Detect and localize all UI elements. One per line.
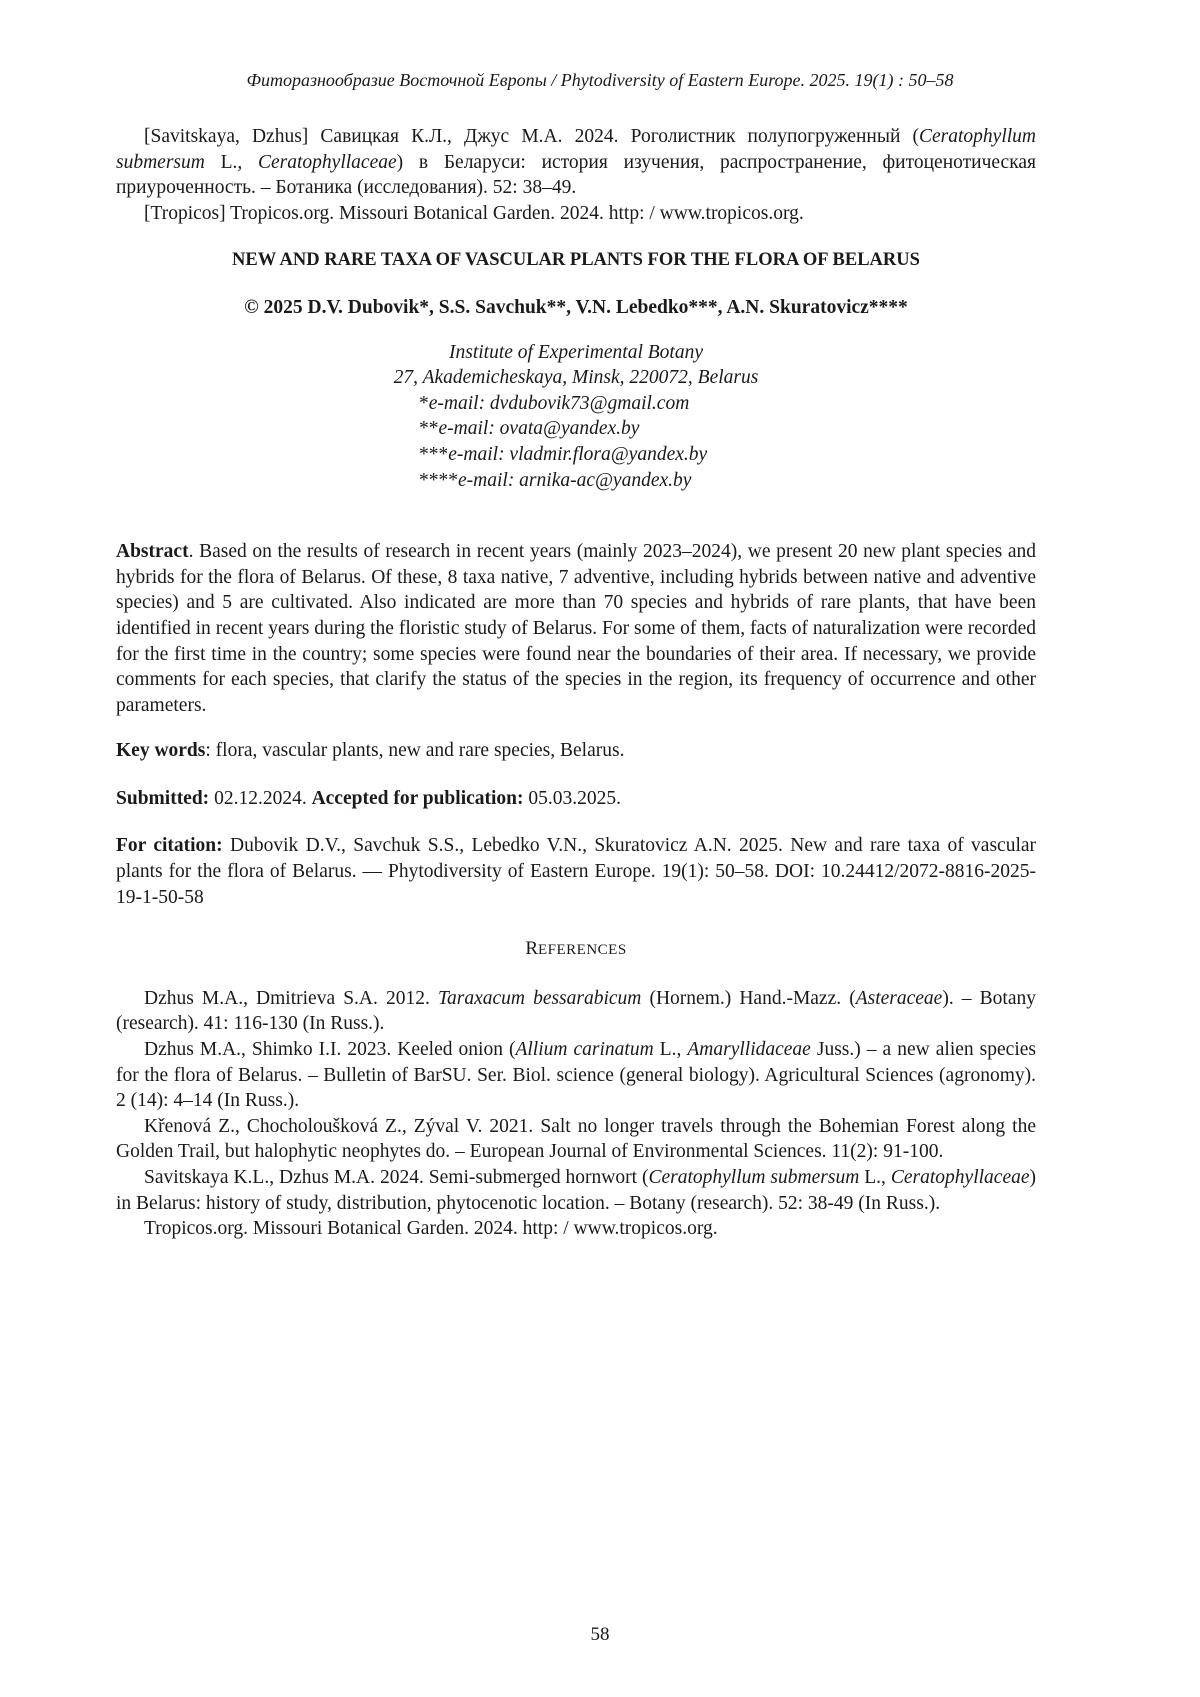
page-content	[116, 124, 1036, 1242]
article-title: NEW AND RARE TAXA OF VASCULAR PLANTS FOR THE FLORA OF BELARUS	[116, 248, 1036, 274]
email-line-1	[419, 391, 1036, 417]
abstract-label: Abstract	[116, 541, 189, 562]
family-name: Asteraceae	[856, 988, 943, 1009]
reference-item	[116, 1037, 1036, 1114]
ref-text: Savitskaya K.L., Dzhus M.A. 2024. Semi-submerged hornwort (	[144, 1167, 648, 1188]
reference-item	[116, 1165, 1036, 1216]
email-line-2	[419, 416, 1036, 442]
email-address: e-mail: arnika-ac@yandex.by	[458, 470, 691, 491]
email-address: e-mail: dvdubovik73@gmail.com	[429, 393, 690, 414]
footnote-marker: **	[419, 418, 439, 439]
email-list	[419, 391, 1036, 493]
journal-page	[0, 0, 1200, 1697]
ref-text: L.,	[654, 1039, 688, 1060]
submission-dates	[116, 786, 1036, 812]
ref-text: Dzhus M.A., Shimko I.I. 2023. Keeled onion (	[144, 1039, 515, 1060]
heading-initial: R	[525, 938, 538, 959]
ref-text: L.,	[859, 1167, 891, 1188]
accepted-label: Accepted for publication:	[312, 788, 524, 809]
references-heading	[116, 936, 1036, 964]
family-name: Ceratophyllaceae	[891, 1167, 1030, 1188]
ref-text: [Savitskaya, Dzhus] Савицкая К.Л., Джус М.А. 2024. Роголистник полупогруженный (	[144, 126, 919, 147]
ref-text: ). – Botany (research). 41: 116-130 (In Russ.).	[116, 988, 1036, 1035]
family-name: Ceratophyllaceae	[258, 152, 397, 173]
email-line-4	[419, 468, 1036, 494]
institute-name: Institute of Experimental Botany	[116, 340, 1036, 366]
keywords	[116, 738, 1036, 764]
footnote-marker: ***	[419, 444, 448, 465]
ru-reference-savitskaya	[116, 124, 1036, 201]
family-name: Amaryllidaceae	[687, 1039, 810, 1060]
footnote-marker: *	[419, 393, 429, 414]
running-head: Фиторазнообразие Восточной Европы / Phytodiversity of Eastern Europe. 2025. 19(1) : 50–58	[0, 70, 1200, 91]
submitted-date: 02.12.2024.	[209, 788, 311, 809]
abstract	[116, 539, 1036, 718]
reference-item	[116, 986, 1036, 1037]
accepted-date: 05.03.2025.	[524, 788, 622, 809]
ru-reference-tropicos: [Tropicos] Tropicos.org. Missouri Botanical Garden. 2024. http: / www.tropicos.org.	[116, 201, 1036, 227]
taxon-name: Ceratophyllum submersum	[116, 126, 1036, 173]
ref-text: Juss.) – a new alien species for the flora of Belarus. – Bulletin of BarSU. Ser. Biol. science (general biology). Agricultural Sciences (agronomy). 2 (14): 4–14 (In Russ.).	[116, 1039, 1036, 1111]
affiliation	[116, 340, 1036, 391]
footnote-marker: ****	[419, 470, 458, 491]
email-line-3	[419, 442, 1036, 468]
ref-text: L.,	[205, 152, 258, 173]
ref-text: ) в Беларуси: история изучения, распространение, фитоценотическая приуроченность. – Ботаника (исследования). 52: 38–49.	[116, 152, 1036, 199]
taxon-name: Allium carinatum	[515, 1039, 653, 1060]
ref-text: Dzhus M.A., Dmitrieva S.A. 2012.	[144, 988, 438, 1009]
keywords-text: : flora, vascular plants, new and rare species, Belarus.	[205, 740, 624, 761]
page-number: 58	[0, 1624, 1200, 1646]
abstract-text: . Based on the results of research in recent years (mainly 2023–2024), we present 20 new plant species and hybrids for the flora of Belarus. Of these, 8 taxa native, 7 adventive, including hybrids between native and adventive species) and 5 are cultivated. Also indicated are more than 70 species and hybrids of rare plants, that have been identified in recent years during the floristic study of Belarus. For some of them, facts of naturalization were recorded for the first time in the country; some species were found near the boundaries of their area. If necessary, we provide comments for each species, that clarify the status of the species in the region, its frequency of occurrence and other parameters.	[116, 541, 1036, 716]
submitted-label: Submitted:	[116, 788, 209, 809]
institute-address: 27, Akademicheskaya, Minsk, 220072, Belarus	[116, 365, 1036, 391]
ref-text: (Hornem.) Hand.-Mazz. (	[641, 988, 855, 1009]
references-list	[116, 986, 1036, 1242]
email-address: e-mail: vladmir.flora@yandex.by	[448, 444, 707, 465]
keywords-label: Key words	[116, 740, 205, 761]
citation-label: For citation:	[116, 835, 223, 856]
citation-text: Dubovik D.V., Savchuk S.S., Lebedko V.N., Skuratovicz A.N. 2025. New and rare taxa of vascular plants for the flora of Belarus. — Phytodiversity of Eastern Europe. 19(1): 50–58. DOI: 10.24412/2072-8816-2025-19-1-50-58	[116, 835, 1036, 907]
taxon-name: Ceratophyllum submersum	[648, 1167, 859, 1188]
taxon-name: Taraxacum bessarabicum	[438, 988, 641, 1009]
email-address: e-mail: ovata@yandex.by	[439, 418, 640, 439]
heading-rest: EFERENCES	[538, 942, 627, 958]
article-authors: © 2025 D.V. Dubovik*, S.S. Savchuk**, V.N. Lebedko***, A.N. Skuratovicz****	[116, 295, 1036, 321]
citation	[116, 833, 1036, 910]
ref-text: ) in Belarus: history of study, distribution, phytocenotic location. – Botany (research). 52: 38-49 (In Russ.).	[116, 1167, 1036, 1214]
reference-item: Tropicos.org. Missouri Botanical Garden. 2024. http: / www.tropicos.org.	[116, 1216, 1036, 1242]
reference-item: Křenová Z., Chocholoušková Z., Zýval V. 2021. Salt no longer travels through the Bohemian Forest along the Golden Trail, but halophytic neophytes do. – European Journal of Environmental Sciences. 11(2): 91-100.	[116, 1114, 1036, 1165]
